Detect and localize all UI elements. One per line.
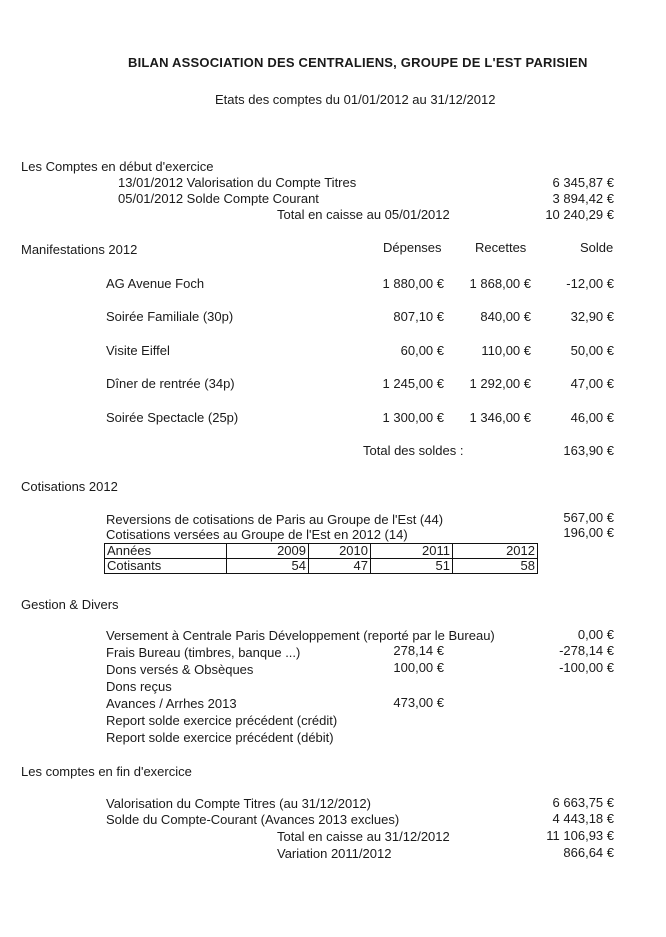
section-heading-manifestations: Manifestations 2012 xyxy=(21,242,138,257)
fin-line-label: Solde du Compte-Courant (Avances 2013 exclues) xyxy=(106,812,400,827)
cotisations-line-label: Cotisations versées au Groupe de l'Est en 2012 (14) xyxy=(106,527,408,542)
gestion-mid-amount: 100,00 € xyxy=(393,660,444,675)
gestion-label: Frais Bureau (timbres, banque ...) xyxy=(106,645,301,660)
manifestation-depenses: 807,10 € xyxy=(393,309,444,324)
manifestation-recettes: 110,00 € xyxy=(481,343,531,358)
debut-total-amount: 10 240,29 € xyxy=(545,207,614,222)
column-header-depenses: Dépenses xyxy=(383,240,442,255)
gestion-right-amount: 0,00 € xyxy=(577,627,614,642)
manifestation-depenses: 1 880,00 € xyxy=(382,276,444,291)
manifestation-depenses: 1 300,00 € xyxy=(382,410,444,425)
document-title: BILAN ASSOCIATION DES CENTRALIENS, GROUPE DE L'EST PARISIEN xyxy=(128,55,588,70)
manifestation-label: Dîner de rentrée (34p) xyxy=(106,376,235,391)
manifestation-recettes: 1 868,00 € xyxy=(469,276,531,291)
table-row-label: Années xyxy=(105,544,227,559)
gestion-mid-amount: 473,00 € xyxy=(393,695,444,710)
table-row xyxy=(105,544,538,559)
cotisations-line-amount: 196,00 € xyxy=(563,525,614,540)
section-heading-gestion: Gestion & Divers xyxy=(21,597,119,612)
cotisations-line-label: Reversions de cotisations de Paris au Groupe de l'Est (44) xyxy=(106,512,444,527)
gestion-label: Versement à Centrale Paris Développement (reporté par le Bureau) xyxy=(106,628,495,643)
section-heading-debut: Les Comptes en début d'exercice xyxy=(21,159,214,174)
count-cell: 54 xyxy=(227,559,309,574)
year-cell: 2011 xyxy=(371,544,453,559)
manifestation-label: AG Avenue Foch xyxy=(106,276,205,291)
gestion-label: Dons reçus xyxy=(106,679,172,694)
table-row-label: Cotisants xyxy=(105,559,227,574)
year-cell: 2009 xyxy=(227,544,309,559)
gestion-right-amount: -100,00 € xyxy=(559,660,614,675)
column-header-recettes: Recettes xyxy=(475,240,527,255)
gestion-label: Avances / Arrhes 2013 xyxy=(106,696,237,711)
manifestation-solde: 46,00 € xyxy=(570,410,614,425)
count-cell: 58 xyxy=(453,559,538,574)
count-cell: 47 xyxy=(309,559,371,574)
table-row xyxy=(105,559,538,574)
fin-variation-amount: 866,64 € xyxy=(563,845,614,860)
manifestation-solde: -12,00 € xyxy=(566,276,614,291)
gestion-label: Dons versés & Obsèques xyxy=(106,662,254,677)
document-subtitle: Etats des comptes du 01/01/2012 au 31/12/2012 xyxy=(215,92,496,107)
cotisants-table xyxy=(104,543,538,574)
debut-line-amount: 3 894,42 € xyxy=(552,191,614,206)
year-cell: 2010 xyxy=(309,544,371,559)
manifestation-recettes: 1 292,00 € xyxy=(469,376,531,391)
column-header-solde: Solde xyxy=(580,240,614,255)
manifestation-recettes: 840,00 € xyxy=(480,309,531,324)
manifestation-depenses: 60,00 € xyxy=(400,343,444,358)
fin-line-label: Valorisation du Compte Titres (au 31/12/2012) xyxy=(106,796,371,811)
gestion-label: Report solde exercice précédent (crédit) xyxy=(106,713,338,728)
gestion-mid-amount: 278,14 € xyxy=(393,643,444,658)
gestion-label: Report solde exercice précédent (débit) xyxy=(106,730,334,745)
manifestation-label: Visite Eiffel xyxy=(106,343,170,358)
manifestation-depenses: 1 245,00 € xyxy=(382,376,444,391)
manifestation-recettes: 1 346,00 € xyxy=(469,410,531,425)
fin-line-amount: 4 443,18 € xyxy=(552,811,614,826)
fin-total-label: Total en caisse au 31/12/2012 xyxy=(277,829,450,844)
manifestation-solde: 47,00 € xyxy=(570,376,614,391)
section-heading-fin: Les comptes en fin d'exercice xyxy=(21,764,192,779)
count-cell: 51 xyxy=(371,559,453,574)
debut-line-label: 05/01/2012 Solde Compte Courant xyxy=(118,191,319,206)
gestion-right-amount: -278,14 € xyxy=(559,643,614,658)
year-cell: 2012 xyxy=(453,544,538,559)
debut-line-label: 13/01/2012 Valorisation du Compte Titres xyxy=(118,175,357,190)
debut-total-label: Total en caisse au 05/01/2012 xyxy=(277,207,450,222)
fin-line-amount: 6 663,75 € xyxy=(552,795,614,810)
manifestation-solde: 50,00 € xyxy=(570,343,614,358)
manifestations-total-label: Total des soldes : xyxy=(363,443,464,458)
debut-line-amount: 6 345,87 € xyxy=(552,175,614,190)
fin-variation-label: Variation 2011/2012 xyxy=(277,846,392,861)
fin-total-amount: 11 106,93 € xyxy=(546,828,614,843)
manifestation-label: Soirée Spectacle (25p) xyxy=(106,410,239,425)
manifestation-solde: 32,90 € xyxy=(570,309,614,324)
manifestation-label: Soirée Familiale (30p) xyxy=(106,309,234,324)
cotisations-line-amount: 567,00 € xyxy=(563,510,614,525)
section-heading-cotisations: Cotisations 2012 xyxy=(21,479,118,494)
manifestations-total-amount: 163,90 € xyxy=(563,443,614,458)
